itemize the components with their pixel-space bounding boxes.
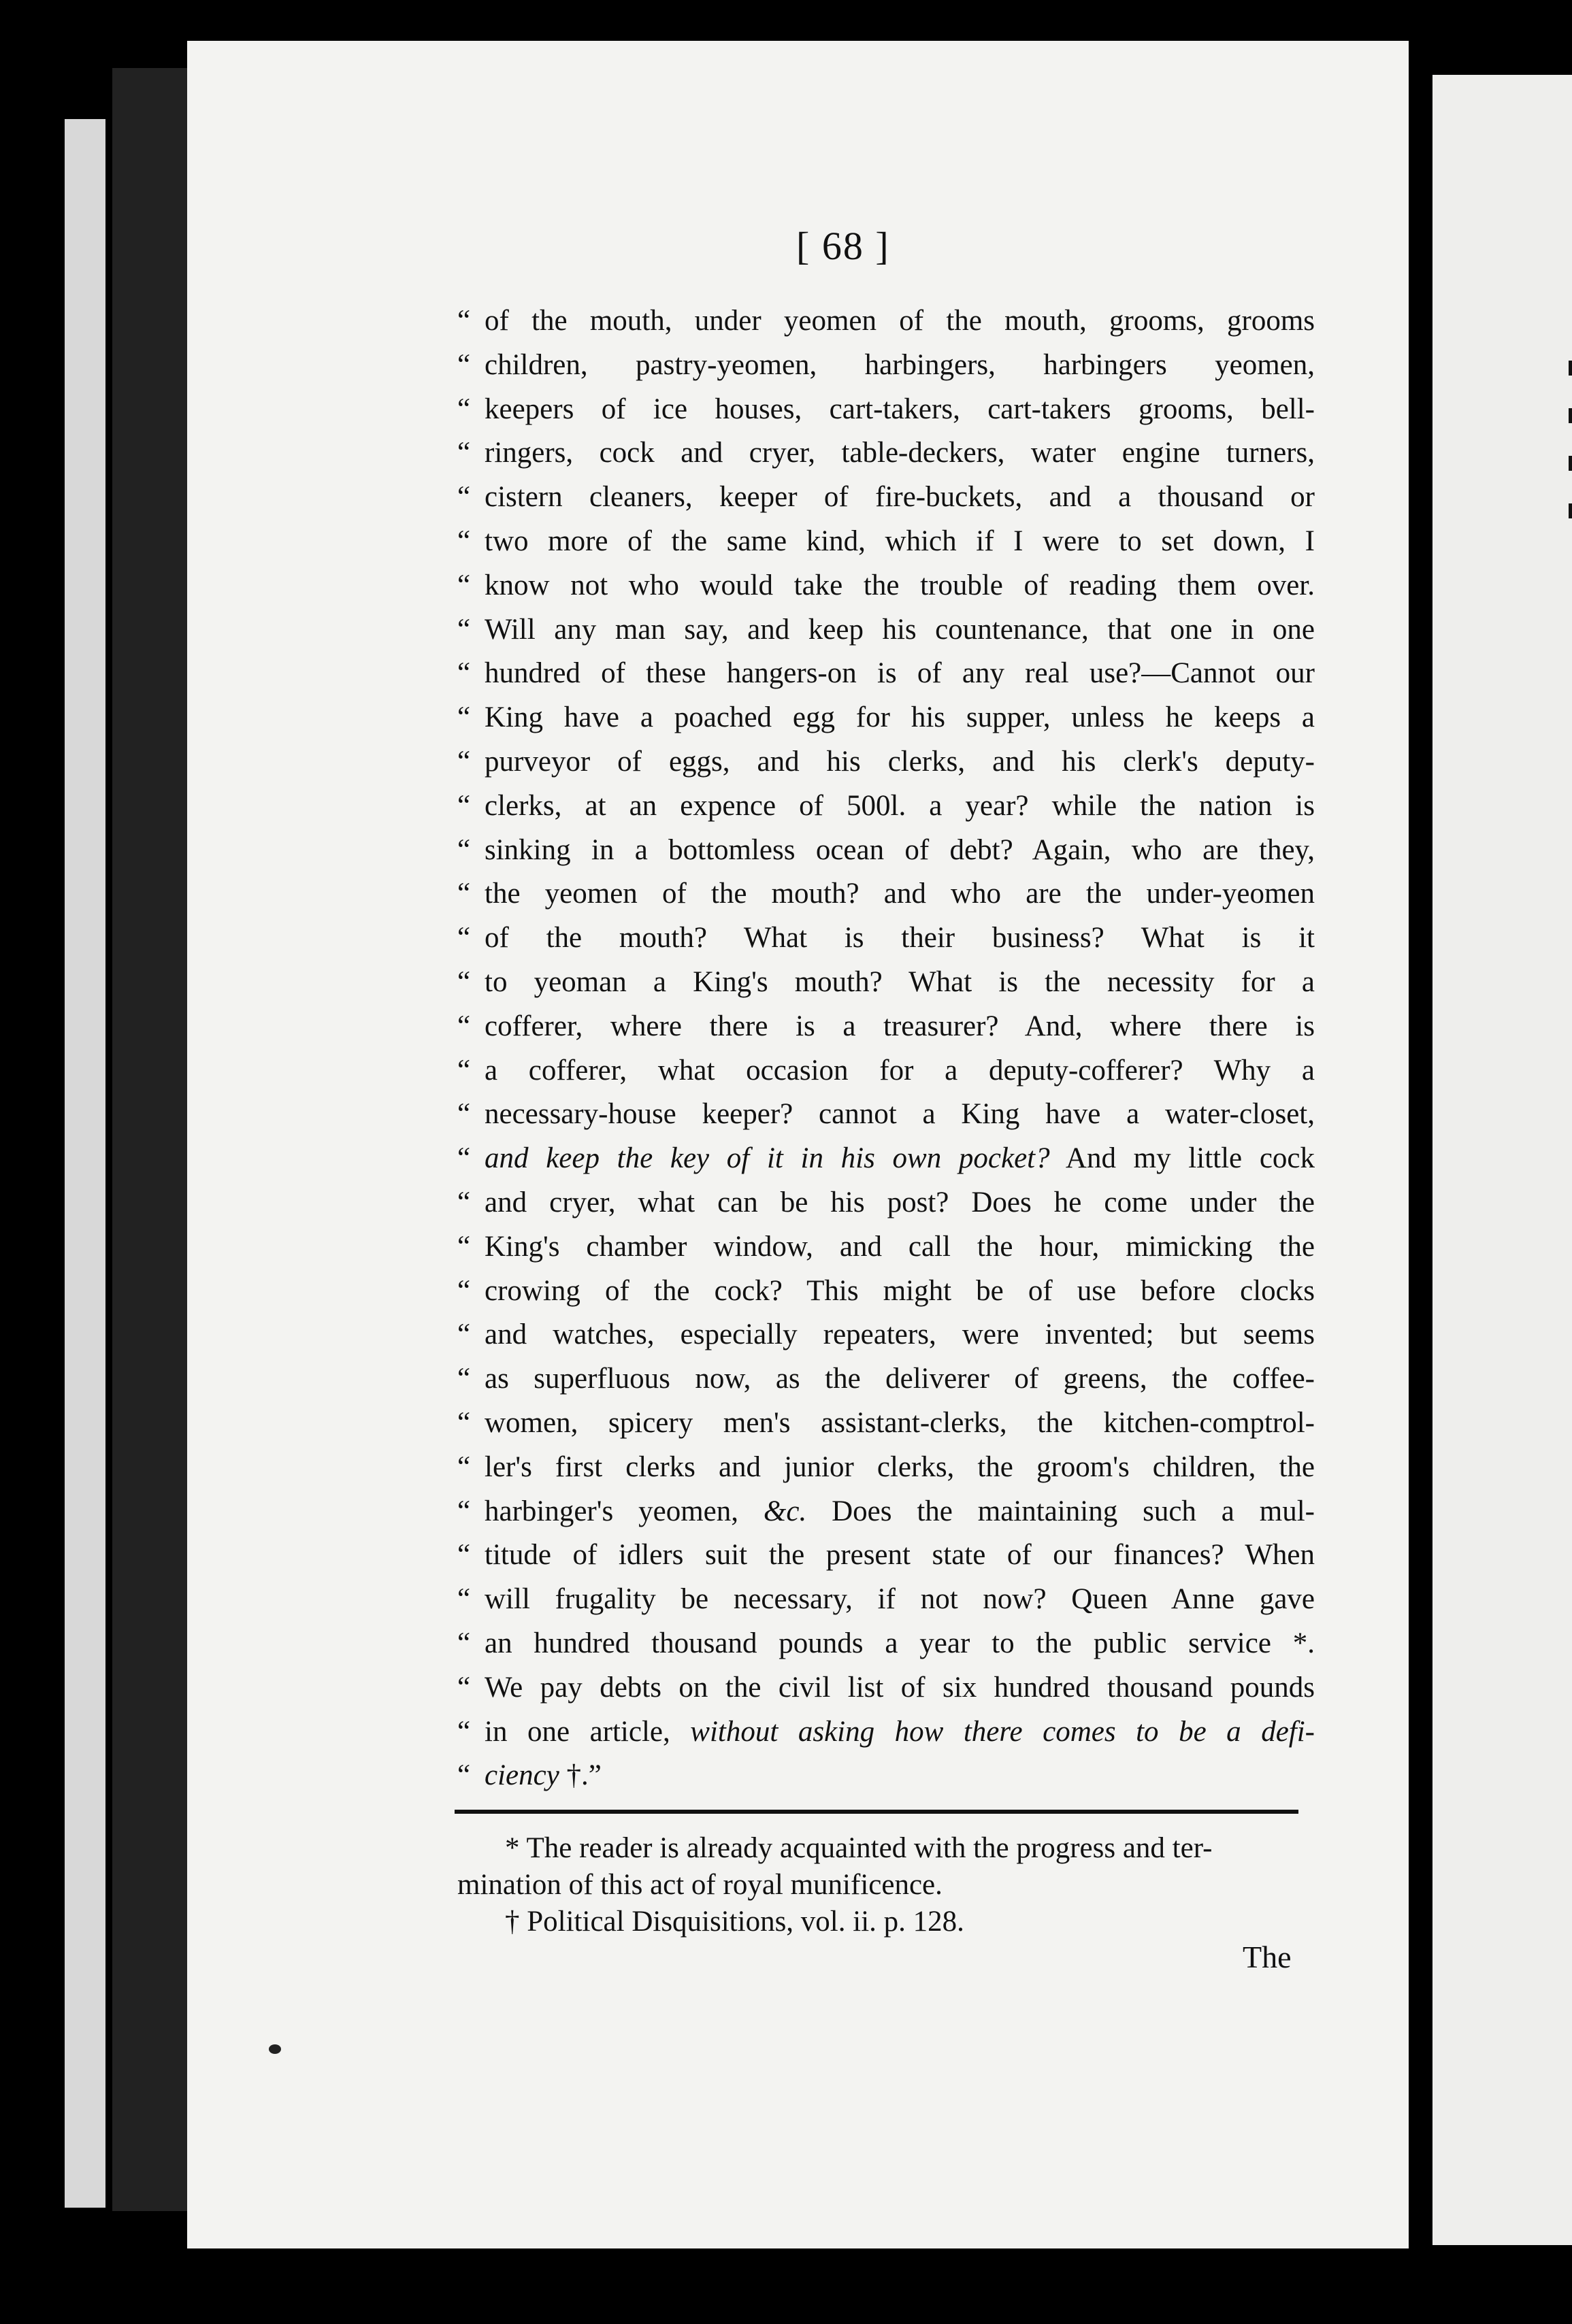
line-text <box>485 829 1315 873</box>
line-text-roman: the yeomen of the mouth? and who are the under-yeomen <box>485 878 1315 910</box>
quote-mark: “ <box>457 789 471 822</box>
text-line <box>457 431 1315 476</box>
text-line <box>457 1666 1315 1710</box>
book-left-edge <box>65 119 105 2208</box>
text-line <box>457 388 1315 432</box>
text-line <box>457 696 1315 740</box>
facing-page-mark <box>1569 361 1572 376</box>
line-text <box>485 696 1315 740</box>
line-text-roman: ringers, cock and cryer, table-deckers, water engine turners, <box>485 437 1315 469</box>
text-line <box>457 344 1315 388</box>
line-text-roman: keepers of ice houses, cart-takers, cart-takers grooms, bell- <box>485 393 1315 425</box>
line-text-roman-end: And my little cock <box>1049 1142 1315 1175</box>
quote-mark: “ <box>457 1274 471 1307</box>
text-line <box>457 1049 1315 1093</box>
line-text-roman: in one article, <box>485 1715 691 1748</box>
quote-mark: “ <box>457 1627 471 1659</box>
line-text <box>485 520 1315 564</box>
line-text-roman: an hundred thousand pounds a year to the public service *. <box>485 1627 1315 1659</box>
line-text <box>485 1401 1315 1446</box>
text-line <box>457 1490 1315 1534</box>
line-text-roman: children, pastry-yeomen, harbingers, harbingers yeomen, <box>485 348 1315 381</box>
line-text <box>485 784 1315 829</box>
quote-mark: “ <box>457 657 471 690</box>
line-text <box>485 1533 1315 1578</box>
quote-mark: “ <box>457 481 471 514</box>
quote-mark: “ <box>457 1318 471 1351</box>
quote-mark: “ <box>457 1230 471 1263</box>
line-text-roman: crowing of the cock? This might be of use before clocks <box>485 1274 1315 1307</box>
text-line <box>457 1357 1315 1401</box>
quote-mark: “ <box>457 525 471 557</box>
line-text-roman: necessary-house keeper? cannot a King have a water-closet, <box>485 1098 1315 1131</box>
quote-mark: “ <box>457 1142 471 1175</box>
line-text <box>485 916 1315 961</box>
text-line <box>457 740 1315 784</box>
line-text-roman: two more of the same kind, which if I were to set down, I <box>485 525 1315 557</box>
quote-mark: “ <box>457 965 471 998</box>
line-text-roman: as superfluous now, as the deliverer of greens, the coffee- <box>485 1363 1315 1395</box>
text-line <box>457 1710 1315 1755</box>
text-line <box>457 784 1315 829</box>
line-text <box>485 1269 1315 1314</box>
line-text <box>485 1005 1315 1049</box>
line-text <box>485 344 1315 388</box>
text-line <box>457 1622 1315 1666</box>
quote-mark: “ <box>457 305 471 337</box>
text-line <box>457 1093 1315 1137</box>
text-line <box>457 1578 1315 1622</box>
text-line <box>457 520 1315 564</box>
text-line <box>457 1181 1315 1225</box>
quote-mark: “ <box>457 1539 471 1572</box>
quote-mark: “ <box>457 1363 471 1395</box>
line-text <box>485 961 1315 1005</box>
line-text-roman: and watches, especially repeaters, were invented; but seems <box>485 1318 1315 1351</box>
line-text-roman: purveyor of eggs, and his clerks, and his clerk's deputy- <box>485 745 1315 778</box>
quote-mark: “ <box>457 393 471 425</box>
line-text <box>485 740 1315 784</box>
line-text-roman: clerks, at an expence of 500l. a year? while the nation is <box>485 789 1315 822</box>
quote-mark: “ <box>457 701 471 734</box>
line-text-roman: sinking in a bottomless ocean of debt? Again, who are they, <box>485 833 1315 866</box>
footnote-2: † Political Disquisitions, vol. ii. p. 128. <box>505 1906 964 1938</box>
line-text-roman: cofferer, where there is a treasurer? And, where there is <box>485 1010 1315 1042</box>
line-text-roman-end: †.” <box>559 1759 602 1792</box>
line-text <box>485 1093 1315 1137</box>
ink-smudge <box>269 2044 281 2054</box>
facing-page-edge <box>1432 75 1572 2245</box>
book-spine <box>112 68 187 2211</box>
footnote-1-line-1: * The reader is already acquainted with the progress and ter- <box>505 1832 1213 1864</box>
facing-page-mark <box>1569 408 1572 423</box>
page-number: [ 68 ] <box>796 224 890 268</box>
line-text-roman-end: Does the maintaining such a mul- <box>806 1495 1315 1527</box>
line-text-roman: ler's first clerks and junior clerks, the groom's children, the <box>485 1450 1315 1483</box>
text-line <box>457 1313 1315 1357</box>
footnotes <box>457 1830 1301 1940</box>
catchword: The <box>1243 1940 1292 1974</box>
quote-mark: “ <box>457 1450 471 1483</box>
text-line <box>457 1137 1315 1181</box>
line-text <box>485 1181 1315 1225</box>
quote-mark: “ <box>457 1583 471 1616</box>
line-text <box>485 1049 1315 1093</box>
line-text-roman: Will any man say, and keep his countenance, that one in one <box>485 613 1315 646</box>
line-text-roman: titude of idlers suit the present state of our finances? When <box>485 1539 1315 1572</box>
line-text <box>485 1622 1315 1666</box>
text-line <box>457 916 1315 961</box>
body-text <box>457 299 1315 1798</box>
text-line <box>457 872 1315 916</box>
text-line <box>457 1533 1315 1578</box>
line-text <box>485 1357 1315 1401</box>
line-text-roman: hundred of these hangers-on is of any real use?—Cannot our <box>485 657 1315 690</box>
line-text <box>485 1578 1315 1622</box>
footnote-1-line-2: mination of this act of royal munificence. <box>457 1869 943 1901</box>
text-line <box>457 564 1315 608</box>
line-text-italic: and keep the key of it in his own pocket? <box>485 1142 1050 1175</box>
line-text <box>485 652 1315 696</box>
quote-mark: “ <box>457 1054 471 1086</box>
quote-mark: “ <box>457 1495 471 1527</box>
line-text-roman: will frugality be necessary, if not now? Queen Anne gave <box>485 1583 1315 1616</box>
text-line <box>457 1446 1315 1490</box>
line-text-roman: to yeoman a King's mouth? What is the necessity for a <box>485 965 1315 998</box>
line-text-italic: without asking how there comes to be a defi- <box>690 1715 1315 1748</box>
line-text-roman: We pay debts on the civil list of six hundred thousand pounds <box>485 1671 1315 1704</box>
text-line <box>457 1401 1315 1446</box>
text-line <box>457 476 1315 520</box>
quote-mark: “ <box>457 569 471 601</box>
line-text-roman: of the mouth, under yeomen of the mouth, grooms, grooms <box>485 305 1315 337</box>
quote-mark: “ <box>457 745 471 778</box>
line-text-roman: a cofferer, what occasion for a deputy-cofferer? Why a <box>485 1054 1315 1086</box>
text-line <box>457 652 1315 696</box>
line-text <box>485 1225 1315 1269</box>
line-text <box>485 1313 1315 1357</box>
quote-mark: “ <box>457 833 471 866</box>
line-text-italic: ciency <box>485 1759 559 1792</box>
quote-mark: “ <box>457 878 471 910</box>
line-text-roman: and cryer, what can be his post? Does he come under the <box>485 1186 1315 1218</box>
line-text <box>485 1137 1315 1181</box>
line-text-roman: King have a poached egg for his supper, unless he keeps a <box>485 701 1315 734</box>
line-text-roman: of the mouth? What is their business? What is it <box>485 922 1315 954</box>
facing-page-mark <box>1569 503 1572 518</box>
line-text <box>485 476 1315 520</box>
quote-mark: “ <box>457 348 471 381</box>
line-text <box>485 1754 1315 1798</box>
quote-mark: “ <box>457 1098 471 1131</box>
line-text <box>485 564 1315 608</box>
quote-mark: “ <box>457 613 471 646</box>
line-text-roman: women, spicery men's assistant-clerks, the kitchen-comptrol- <box>485 1406 1315 1439</box>
line-text <box>485 1446 1315 1490</box>
quote-mark: “ <box>457 1671 471 1704</box>
text-line <box>457 1225 1315 1269</box>
line-text <box>485 1666 1315 1710</box>
line-text <box>485 872 1315 916</box>
line-text <box>485 1490 1315 1534</box>
line-text <box>485 388 1315 432</box>
footnote-rule <box>455 1810 1298 1814</box>
text-line <box>457 1269 1315 1314</box>
quote-mark: “ <box>457 1010 471 1042</box>
text-line <box>457 829 1315 873</box>
facing-page-mark <box>1569 456 1572 471</box>
quote-mark: “ <box>457 437 471 469</box>
line-text-roman: King's chamber window, and call the hour, mimicking the <box>485 1230 1315 1263</box>
line-text-roman: cistern cleaners, keeper of fire-buckets, and a thousand or <box>485 481 1315 514</box>
text-line <box>457 961 1315 1005</box>
line-text-roman: know not who would take the trouble of reading them over. <box>485 569 1315 601</box>
line-text <box>485 431 1315 476</box>
line-text <box>485 1710 1315 1755</box>
text-line <box>457 608 1315 652</box>
text-line <box>457 1005 1315 1049</box>
text-line <box>457 299 1315 344</box>
text-line <box>457 1754 1315 1798</box>
quote-mark: “ <box>457 1715 471 1748</box>
quote-mark: “ <box>457 1759 471 1792</box>
line-text-italic: &c. <box>763 1495 807 1527</box>
quote-mark: “ <box>457 1406 471 1439</box>
line-text <box>485 299 1315 344</box>
quote-mark: “ <box>457 922 471 954</box>
line-text <box>485 608 1315 652</box>
line-text-roman: harbinger's yeomen, <box>485 1495 764 1527</box>
quote-mark: “ <box>457 1186 471 1218</box>
